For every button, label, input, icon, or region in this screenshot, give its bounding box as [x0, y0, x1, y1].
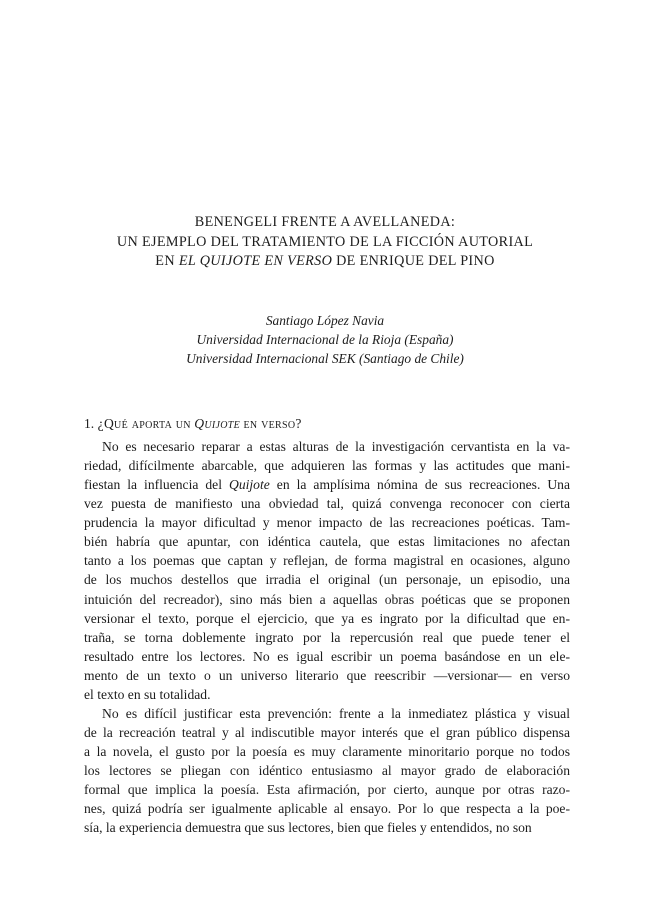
- text-line: versionar el texto, porque el ejercicio, que ya es ingrato por la dificultad que en-: [84, 610, 570, 626]
- text-line: de la recreación teatral y al indiscutible mayor interés que el gran público dispensa: [84, 724, 570, 740]
- author-affiliation-2: Universidad Internacional SEK (Santiago de Chile): [186, 350, 464, 366]
- text-line: a la novela, el gusto por la poesía es muy claramente minoritario porque no todos: [84, 744, 570, 759]
- text-line: [84, 475, 570, 494]
- text-segment: fiestan la influencia del: [84, 477, 229, 493]
- paragraph-1: [84, 437, 570, 704]
- title-line-3-suffix: DE ENRIQUE DEL PINO: [332, 253, 495, 269]
- text-line: traña, se torna doblemente ingrato por la repercusión real que puede tener el: [84, 629, 570, 645]
- section-title-part-1: ¿Qué aporta un: [97, 416, 191, 431]
- text-line: No es necesario reparar a estas alturas de la investigación cervantista en la va-: [102, 439, 570, 454]
- text-line: de los muchos destellos que irradia el original (un personaje, un episodio, una: [84, 572, 570, 588]
- title-line-2: UN EJEMPLO DEL TRATAMIENTO DE LA FICCIÓN AUTORIAL: [116, 233, 534, 250]
- text-line: bién habría que apuntar, con idéntica cautela, que estas limitaciones no afectan: [84, 534, 570, 550]
- section-title-italic: Quijote: [194, 416, 241, 431]
- italic-segment: Quijote: [229, 477, 270, 493]
- title-line-3-italic: EL QUIJOTE EN VERSO: [178, 253, 333, 269]
- text-line: No es difícil justificar esta prevención: frente a la inmediatez plástica y visual: [102, 705, 570, 721]
- text-line: resultado entre los lectores. No es igual escribir un poema basándose en un ele-: [84, 648, 570, 664]
- text-line: nes, quizá podría ser igualmente aplicable al ensayo. Por lo que respecta a la poe-: [84, 801, 570, 817]
- text-line: formal que implica la poesía. Esta afirmación, por cierto, aunque por otras razo-: [84, 782, 570, 798]
- title-line-3: [60, 252, 590, 272]
- article-title: [60, 213, 590, 272]
- paragraph-2: [84, 704, 570, 837]
- text-line: mento de un texto o un universo literario que reescribir —versionar— en verso: [84, 667, 570, 683]
- text-line: el texto en su totalidad.: [84, 686, 211, 702]
- section-title-part-3: en verso?: [243, 416, 302, 431]
- body-text: [84, 437, 570, 837]
- title-line-3-prefix: EN: [155, 253, 179, 269]
- text-line: riedad, difícilmente abarcable, que adquieren las formas y las actitudes que mani-: [84, 458, 570, 474]
- author-affiliation-1: Universidad Internacional de la Rioja (España): [196, 331, 454, 347]
- author-name: Santiago López Navia: [265, 313, 385, 328]
- text-line: vez puesta de manifiesto una obviedad tal, quizá convenga reconocer con cierta: [84, 496, 570, 512]
- title-line-1: BENENGELI FRENTE A AVELLANEDA:: [194, 214, 456, 230]
- text-line: sía, la experiencia demuestra que sus lectores, bien que fieles y entendidos, no son: [84, 820, 532, 836]
- section-number: 1.: [84, 416, 95, 431]
- text-line: prudencia la mayor dificultad y menor impacto de las recreaciones poéticas. Tam-: [84, 515, 570, 531]
- text-segment: en la amplísima nómina de sus recreaciones. Una: [269, 477, 570, 493]
- author-block: [60, 312, 590, 368]
- text-line: intuición del recreador), sino más bien a aquellas obras poéticas que se proponen: [84, 591, 570, 607]
- text-line: tanto a los poemas que captan y reflejan, de forma magistral en ocasiones, alguno: [84, 553, 570, 569]
- section-heading: [84, 415, 302, 433]
- text-line: los lectores se pliegan con idéntico entusiasmo al mayor grado de elaboración: [84, 763, 570, 779]
